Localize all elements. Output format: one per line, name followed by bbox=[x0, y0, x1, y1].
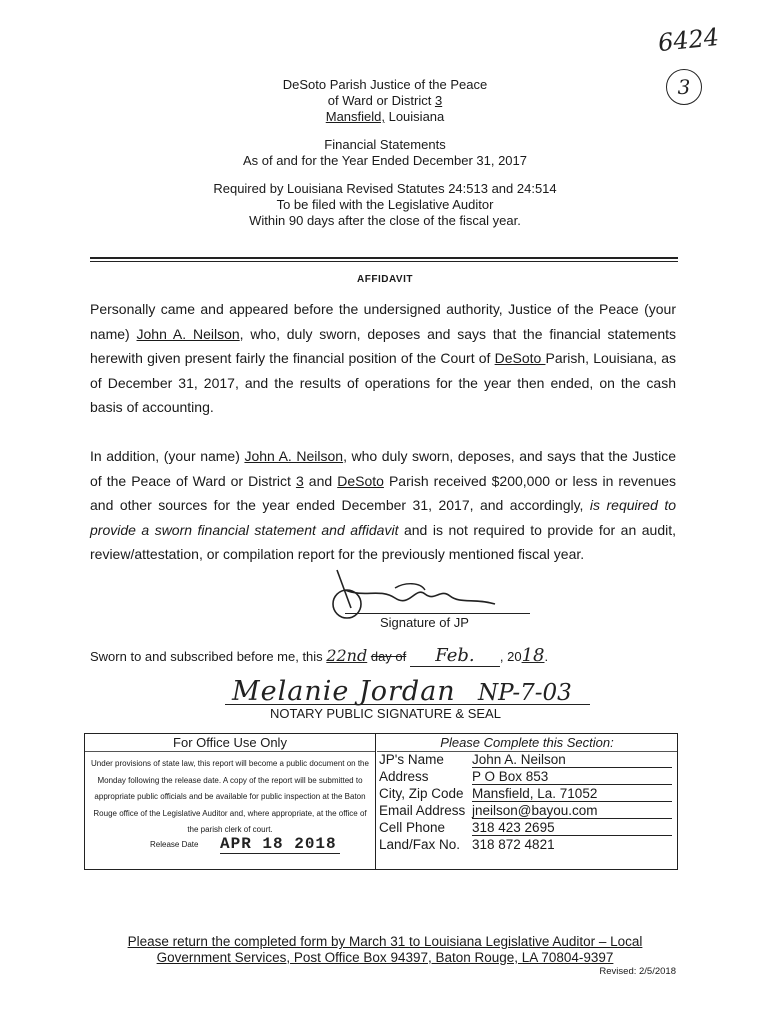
info-label: Email Address bbox=[379, 803, 466, 818]
footer-line-1: Please return the completed form by March 31 to Louisiana Legislative Auditor – Local bbox=[127, 934, 643, 949]
sworn-day: 22nd bbox=[326, 646, 368, 665]
header-line-6: Required by Louisiana Revised Statutes 24:513 and 24:514 bbox=[213, 181, 557, 196]
info-value: Mansfield, La. 71052 bbox=[472, 786, 672, 802]
footer-line-2: Government Services, Post Office Box 94397, Baton Rouge, LA 70804-9397 bbox=[156, 950, 614, 965]
required-statement: is required to provide a sworn financial statement and affidavit bbox=[90, 497, 676, 538]
info-label: City, Zip Code bbox=[379, 786, 464, 801]
info-label: Land/Fax No. bbox=[379, 837, 461, 852]
ward-number: 3 bbox=[434, 93, 443, 108]
parish-name-1: DeSoto bbox=[494, 350, 546, 366]
info-row-jp-name bbox=[377, 752, 677, 769]
header-line-1: DeSoto Parish Justice of the Peace bbox=[282, 77, 488, 92]
jp-signature-line bbox=[345, 613, 530, 614]
notary-signature: Melanie Jordan bbox=[232, 676, 456, 707]
complete-section-panel bbox=[377, 734, 677, 869]
info-row-email bbox=[377, 803, 677, 820]
info-row-city-zip bbox=[377, 786, 677, 803]
header-line-2: of Ward or District 3 bbox=[327, 93, 443, 108]
handwritten-page-number: 6424 bbox=[656, 22, 721, 58]
complete-section-heading: Please Complete this Section: bbox=[377, 734, 677, 752]
info-label: Address bbox=[379, 769, 429, 784]
sworn-month: Feb. bbox=[410, 645, 500, 667]
header-divider-thick bbox=[90, 257, 678, 259]
office-use-heading: For Office Use Only bbox=[85, 734, 375, 752]
info-label: JP's Name bbox=[379, 752, 444, 767]
info-value: John A. Neilson bbox=[472, 752, 672, 768]
info-row-address bbox=[377, 769, 677, 786]
header-divider-thin bbox=[90, 261, 678, 262]
affidavit-paragraph-1: Personally came and appeared before the undersigned authority, Justice of the Peace (your name) John A. Neilson, who, duly sworn, deposes and says that the financial statements herewith given present fairly the financial position of the Court of DeSoto Parish, Louisiana, as of December 31, 2017, and the results of operations for the year then ended, on the cash basis of accounting. bbox=[90, 301, 677, 415]
notary-signature-line bbox=[225, 704, 590, 705]
office-section bbox=[84, 733, 678, 870]
sworn-statement: Sworn to and subscribed before me, this 22nd day of Feb. , 2018. bbox=[90, 645, 549, 666]
affidavit-title: AFFIDAVIT bbox=[357, 274, 413, 285]
jp-name-1: John A. Neilson bbox=[136, 325, 240, 342]
affidavit-paragraph-2: In addition, (your name) John A. Neilson, who duly sworn, deposes, and says that the Justice of the Peace of Ward or District 3 and DeSoto Parish received $200,000 or less in revenues and other sources for the year ended December 31, 2017, and accordingly, is required to provide a sworn financial statement and affidavit and is not required to provide for an audit, review/attestation, or compilation report for the previously mentioned fiscal year. bbox=[90, 448, 677, 562]
city-name: Mansfield, bbox=[325, 109, 385, 124]
header-line-8: Within 90 days after the close of the fiscal year. bbox=[249, 213, 521, 228]
info-value: 318 423 2695 bbox=[472, 820, 672, 836]
info-row-land-fax bbox=[377, 837, 677, 854]
notary-number: NP-7-03 bbox=[478, 680, 572, 706]
revised-date: Revised: 2/5/2018 bbox=[599, 966, 676, 977]
info-value: 318 872 4821 bbox=[472, 837, 555, 852]
footer-instructions bbox=[0, 934, 770, 966]
ward-number-2: 3 bbox=[295, 472, 304, 489]
jp-name-2: John A. Neilson bbox=[244, 448, 344, 464]
info-label: Cell Phone bbox=[379, 820, 446, 835]
office-use-panel bbox=[85, 734, 376, 869]
header-block bbox=[0, 77, 770, 229]
header-line-5: As of and for the Year Ended December 31, 2017 bbox=[242, 153, 528, 168]
info-value: P O Box 853 bbox=[472, 769, 672, 785]
office-use-text: Under provisions of state law, this report will become a public document on the Monday following the release date. A copy of the report will be submitted to appropriate public officials and be available for public inspection at the Baton Rouge office of the Legislative Auditor and, where appropriate, at the office of the parish clerk of court. bbox=[91, 759, 369, 834]
release-date-label: Release Date bbox=[150, 840, 199, 849]
header-line-7: To be filed with the Legislative Auditor bbox=[276, 197, 494, 212]
sworn-year: 18 bbox=[521, 645, 545, 666]
circled-number-text: 3 bbox=[677, 75, 691, 99]
jp-signature-label: Signature of JP bbox=[380, 615, 469, 630]
header-line-3: Mansfield, Louisiana bbox=[325, 109, 445, 124]
info-value: jneilson@bayou.com bbox=[472, 803, 672, 819]
notary-label: NOTARY PUBLIC SIGNATURE & SEAL bbox=[270, 706, 501, 721]
parish-name-2: DeSoto bbox=[337, 472, 384, 489]
info-row-cell-phone bbox=[377, 820, 677, 837]
header-line-4: Financial Statements bbox=[324, 137, 446, 152]
release-date-stamp: APR 18 2018 bbox=[220, 835, 340, 854]
